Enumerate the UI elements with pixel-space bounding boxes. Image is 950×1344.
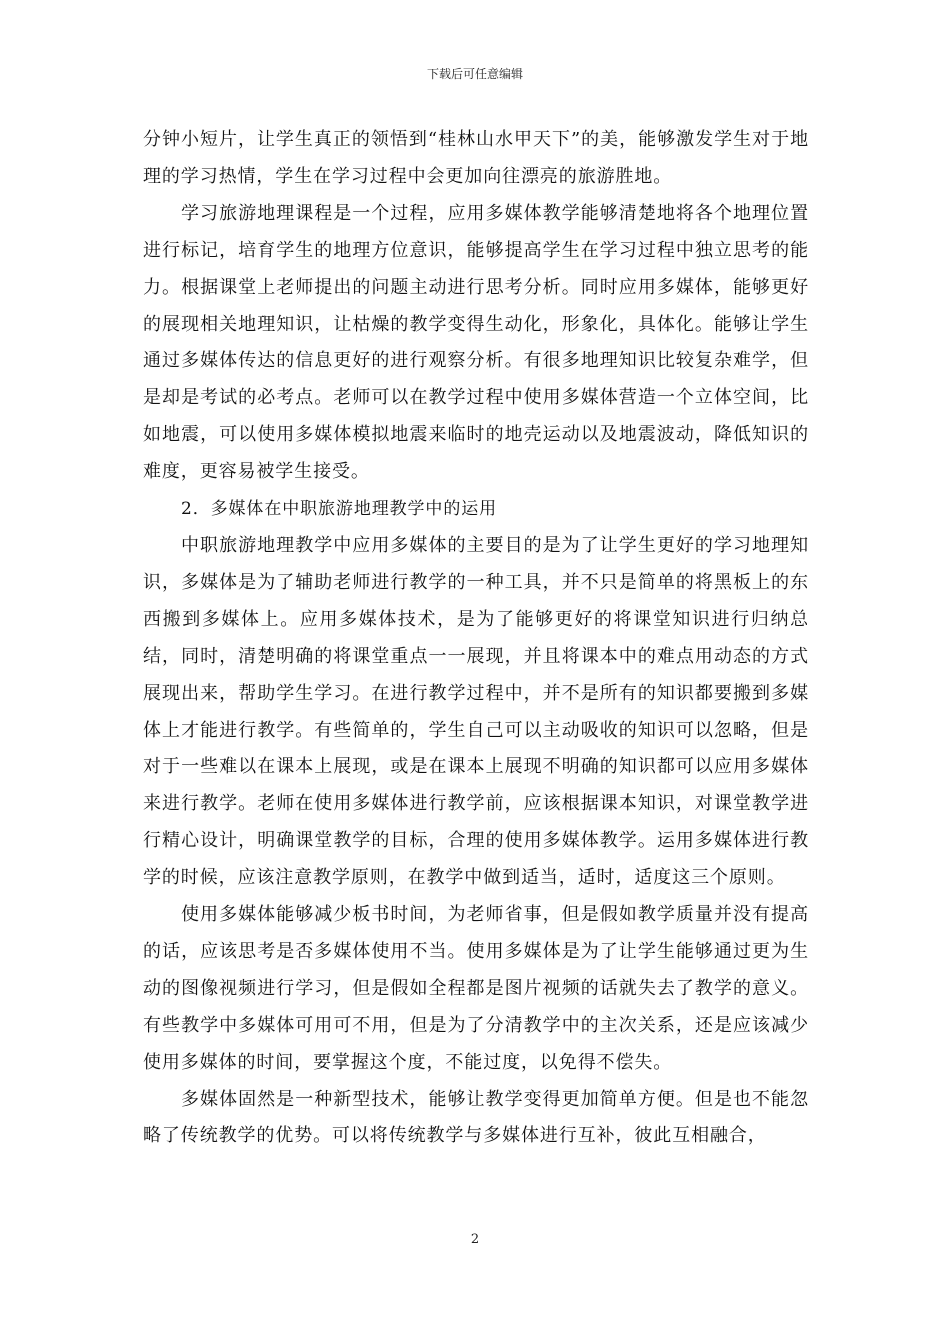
page-header: 下载后可任意编辑 [426,67,523,81]
page-number: 2 [470,1232,480,1247]
section-heading: 2．多媒体在中职旅游地理教学中的运用 [181,499,498,520]
paragraph-multimedia-caution: 使用多媒体能够减少板书时间，为老师省事，但是假如教学质量并没有提高的话，应该思考是否多媒体使用不当。使用多媒体是为了让学生能够通过更为生动的图像视频进行学习，但是假如全程都是图片视频的话就失去了教学的意义。有些教学中多媒体可用可不用，但是为了分清教学中的主次关系，还是应该减少使用多媒体的时间，要掌握这个度，不能过度，以免得不偿失。 [143,904,809,1073]
paragraph-multimedia-usage: 中职旅游地理教学中应用多媒体的主要目的是为了让学生更好的学习地理知识，多媒体是为了辅助老师进行教学的一种工具，并不只是简单的将黑板上的东西搬到多媒体上。应用多媒体技术，是为了能够更好的将课堂知识进行归纳总结，同时，清楚明确的将课堂重点一一展现，并且将课本中的难点用动态的方式展现出来，帮助学生学习。在进行教学过程中，并不是所有的知识都要搬到多媒体上才能进行教学。有些简单的，学生自己可以主动吸收的知识可以忽略，但是对于一些难以在课本上展现，或是在课本上展现不明确的知识都可以应用多媒体来进行教学。老师在使用多媒体进行教学前，应该根据课本知识，对课堂教学进行精心设计，明确课堂教学的目标，合理的使用多媒体教学。运用多媒体进行教学的时候，应该注意教学原则，在教学中做到适当，适时，适度这三个原则。 [143,534,809,889]
paragraph-continuation: 分钟小短片，让学生真正的领悟到“桂林山水甲天下”的美，能够激发学生对于地理的学习热情，学生在学习过程中会更加向往漂亮的旅游胜地。 [143,129,809,187]
paragraph-traditional-teaching: 多媒体固然是一种新型技术，能够让教学变得更加简单方便。但是也不能忽略了传统教学的优势。可以将传统教学与多媒体进行互补，彼此互相融合， [143,1088,809,1147]
paragraph-multimedia-benefits: 学习旅游地理课程是一个过程，应用多媒体教学能够清楚地将各个地理位置进行标记，培育学生的地理方位意识，能够提高学生在学习过程中独立思考的能力。根据课堂上老师提出的问题主动进行思考分析。同时应用多媒体，能够更好的展现相关地理知识，让枯燥的教学变得生动化，形象化，具体化。能够让学生通过多媒体传达的信息更好的进行观察分析。有很多地理知识比较复杂难学，但是却是考试的必考点。老师可以在教学过程中使用多媒体营造一个立体空间，比如地震，可以使用多媒体模拟地震来临时的地壳运动以及地震波动，降低知识的难度，更容易被学生接受。 [143,202,809,483]
document-body [143,122,809,1155]
